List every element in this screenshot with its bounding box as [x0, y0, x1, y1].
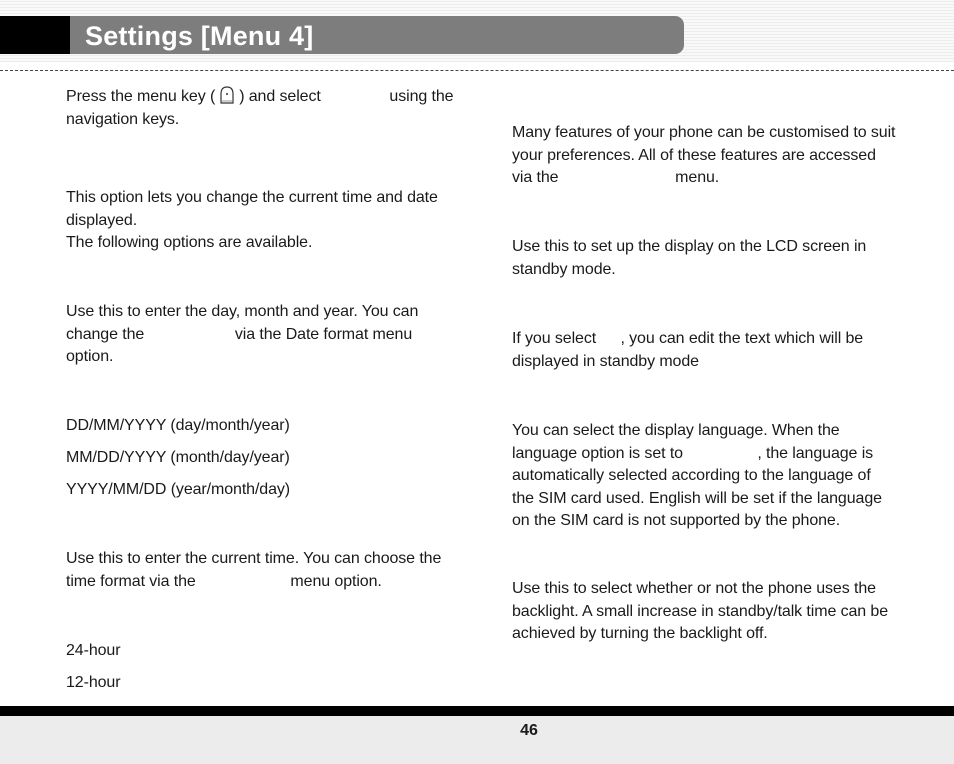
text-line: automatically selected according to the language of: [512, 467, 871, 484]
text-line: Use this to select whether or not the phone uses the: [512, 580, 876, 597]
text-fragment: ) and select: [239, 88, 321, 105]
text-fragment: via the: [512, 169, 559, 186]
right-language: [512, 420, 882, 533]
text-fragment: change the: [66, 325, 145, 343]
text-line: your preferences. All of these features are accessed: [512, 146, 876, 164]
date-format-option: YYYY/MM/DD (year/month/day): [66, 481, 291, 498]
time-format-option: 12-hour: [66, 674, 121, 691]
text-line: [66, 571, 441, 594]
text-line: displayed.: [66, 211, 138, 229]
text-fragment: Press the menu key (: [66, 88, 216, 105]
text-line: standby mode.: [512, 260, 616, 278]
page-title: Settings [Menu 4]: [85, 21, 314, 51]
text-line: on the SIM card is not supported by the phone.: [512, 512, 841, 529]
text-line: Use this to enter the current time. You can choose the: [66, 550, 442, 567]
footer-band: [0, 706, 954, 716]
right-intro: [512, 122, 895, 190]
text-line: [66, 85, 453, 109]
text-line: backlight. A small increase in standby/talk time can be: [512, 602, 889, 620]
text-line: [66, 324, 418, 347]
text-line: the SIM card used. English will be set if the language: [512, 489, 882, 507]
text-fragment: , you can edit the text which will be: [620, 330, 864, 347]
text-line: [512, 443, 882, 466]
text-fragment: If you select: [512, 330, 597, 347]
text-line: navigation keys.: [66, 110, 180, 128]
text-fragment: language option is set to: [512, 444, 683, 462]
left-time: [66, 548, 441, 593]
text-line: You can select the display language. When the: [512, 422, 840, 439]
left-time-date: [66, 187, 438, 255]
text-line: [512, 328, 863, 351]
right-backlight: [512, 578, 888, 646]
text-line: This option lets you change the current time and date: [66, 189, 438, 206]
text-fragment: via the Date format menu: [234, 325, 413, 343]
text-line: Many features of your phone can be customised to suit: [512, 124, 896, 141]
text-fragment: menu.: [675, 169, 720, 186]
date-format-option: DD/MM/YYYY (day/month/year): [66, 417, 290, 434]
text-line: achieved by turning the backlight off.: [512, 625, 768, 642]
text-line: [512, 167, 895, 190]
text-fragment: using the: [389, 88, 454, 105]
right-select: [512, 328, 863, 373]
text-line: option.: [66, 348, 114, 365]
left-intro: [66, 85, 453, 131]
page-number: 46: [520, 722, 538, 739]
date-format-option: MM/DD/YYYY (month/day/year): [66, 449, 290, 466]
header-black-tab: [0, 16, 70, 54]
text-fragment: time format via the: [66, 572, 196, 590]
menu-key-icon: [217, 85, 237, 105]
text-line: Use this to enter the day, month and year. You can: [66, 303, 419, 320]
text-fragment: , the language is: [757, 444, 874, 462]
left-date: [66, 301, 418, 369]
header-divider: [0, 70, 954, 71]
text-line: displayed in standby mode: [512, 352, 699, 370]
time-format-option: 24-hour: [66, 642, 121, 659]
text-line: The following options are available.: [66, 234, 313, 251]
text-fragment: menu option.: [290, 572, 382, 590]
text-line: Use this to set up the display on the LCD screen in: [512, 238, 867, 255]
right-display: [512, 236, 866, 281]
